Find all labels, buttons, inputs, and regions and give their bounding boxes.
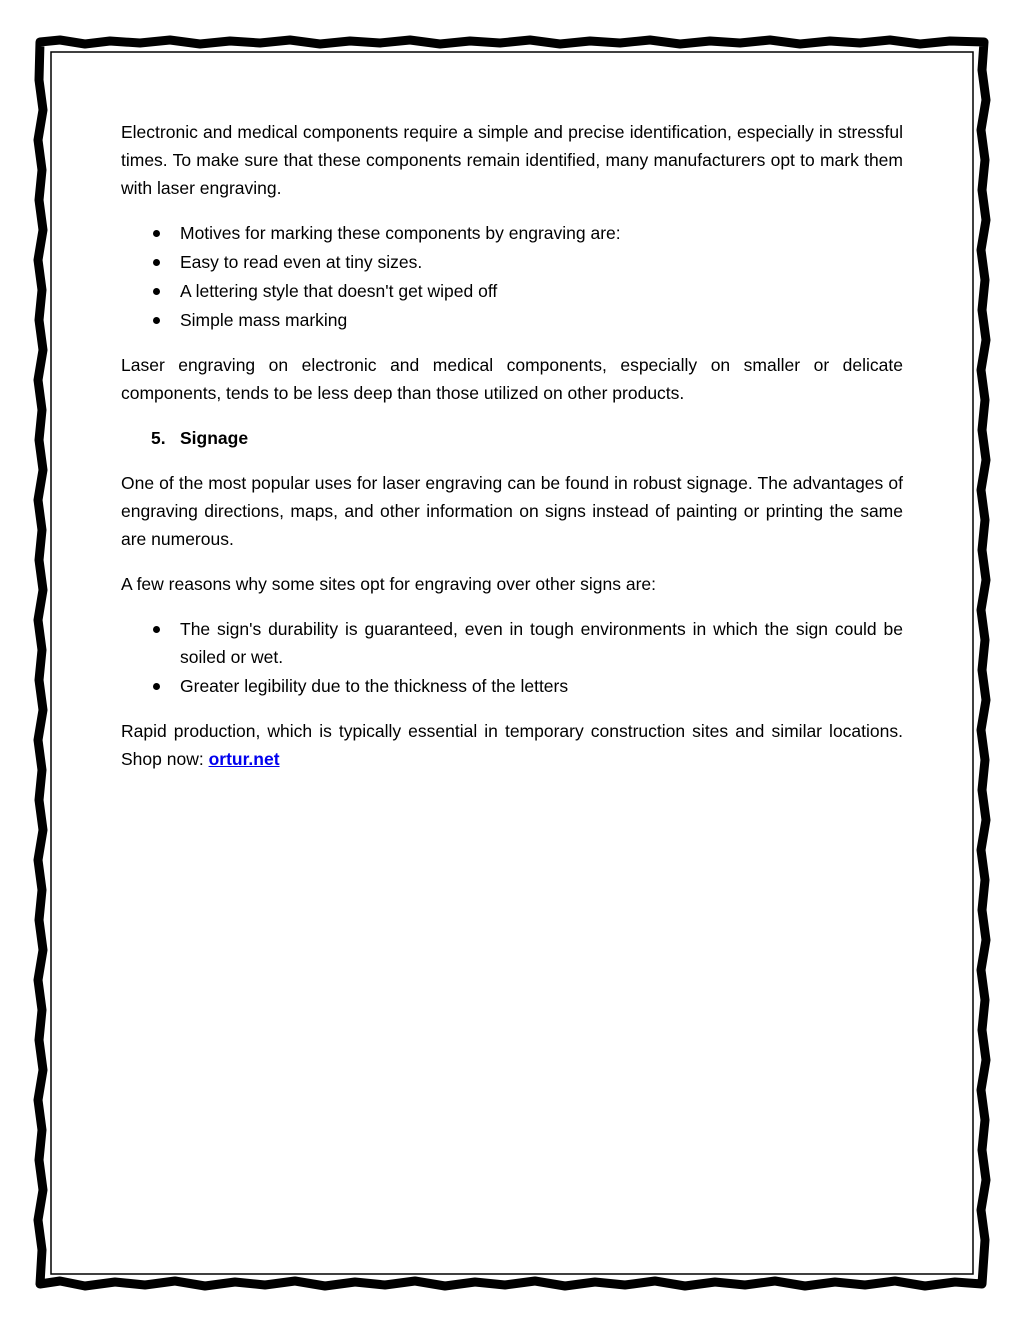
section-number: 5. bbox=[151, 428, 166, 448]
bullet-icon bbox=[153, 626, 160, 633]
bullet-icon bbox=[153, 317, 160, 324]
paragraph-laser-depth: Laser engraving on electronic and medical components, especially on smaller or delicate components, tends to be less deep than those utilized on other products. bbox=[121, 355, 903, 403]
paragraph-rapid-production: Rapid production, which is typically essential in temporary construction sites and similar locations. Shop now: ortur.net bbox=[121, 721, 903, 769]
list-item: Greater legibility due to the thickness of the letters bbox=[121, 672, 903, 700]
list-item: A lettering style that doesn't get wiped off bbox=[121, 277, 903, 305]
list-item: The sign's durability is guaranteed, even in tough environments in which the sign could be soiled or wet. bbox=[121, 615, 903, 671]
bullet-list-motives bbox=[121, 219, 903, 334]
bullet-icon bbox=[153, 683, 160, 690]
shop-link[interactable]: ortur.net bbox=[208, 749, 280, 769]
bullet-icon bbox=[153, 259, 160, 266]
list-item: Simple mass marking bbox=[121, 306, 903, 334]
bullet-list-reasons bbox=[121, 615, 903, 700]
bullet-icon bbox=[153, 288, 160, 295]
list-item: Motives for marking these components by engraving are: bbox=[121, 219, 903, 247]
paragraph-reasons: A few reasons why some sites opt for engraving over other signs are: bbox=[121, 574, 656, 594]
section-heading-signage bbox=[121, 424, 903, 452]
list-item: Easy to read even at tiny sizes. bbox=[121, 248, 903, 276]
section-title: Signage bbox=[180, 428, 249, 448]
paragraph-intro: Electronic and medical components require a simple and precise identification, especially in stressful times. To make sure that these components remain identified, many manufacturers opt to mark them with laser engraving. bbox=[121, 122, 903, 198]
bullet-icon bbox=[153, 230, 160, 237]
document-body bbox=[121, 118, 903, 790]
paragraph-signage: One of the most popular uses for laser engraving can be found in robust signage. The advantages of engraving directions, maps, and other information on signs instead of painting or printing the same are numerous. bbox=[121, 473, 903, 549]
